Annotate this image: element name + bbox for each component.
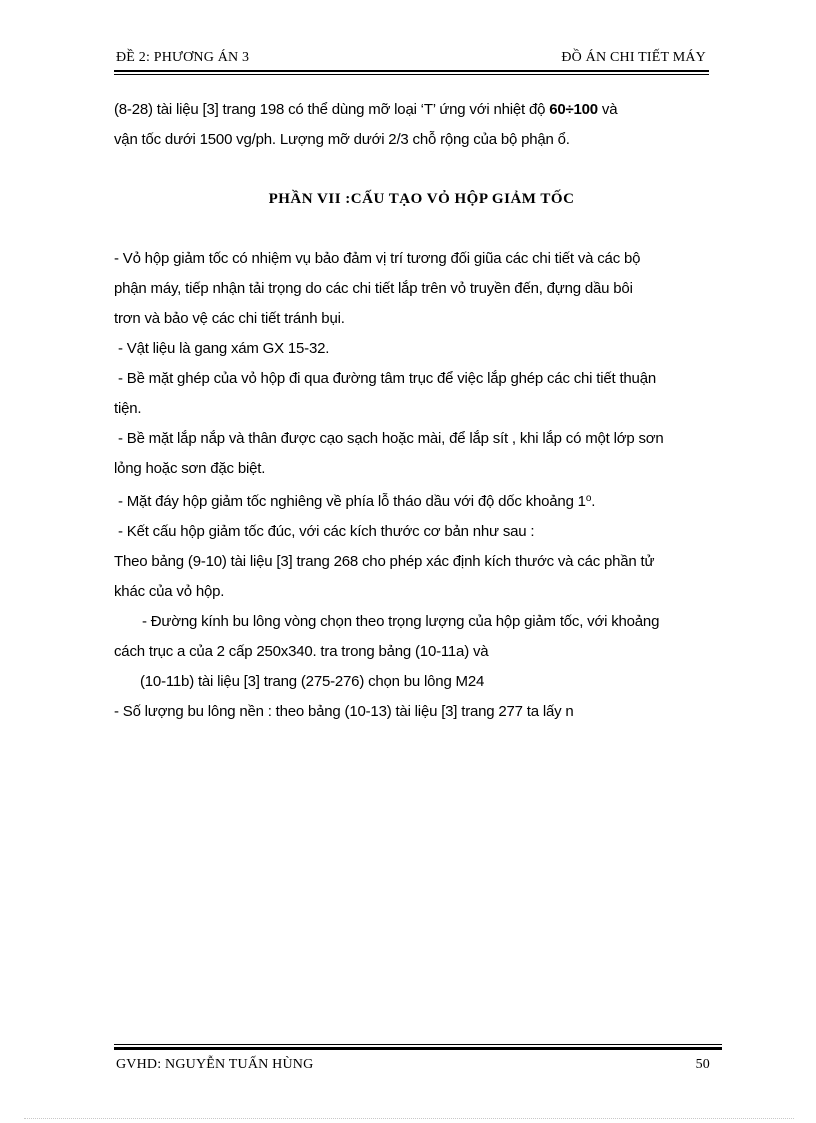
paragraph-4-line-1: - Bề mặt lắp nắp và thân được cạo sạch hoặc mài, để lắp sít , khi lắp có một lớp sơn xyxy=(118,430,664,447)
paragraph-4-line-2: lỏng hoặc sơn đặc biệt. xyxy=(114,460,266,477)
paragraph-8-line-2: cách trục a của 2 cấp 250x340. tra trong bảng (10-11a) và xyxy=(114,643,489,660)
temperature-range: 60÷100 xyxy=(549,101,598,118)
page-header xyxy=(114,50,708,70)
header-rule-thick xyxy=(114,70,709,72)
paragraph-7-line-1: Theo bảng (9-10) tài liệu [3] trang 268 cho phép xác định kích thước và các phần tử xyxy=(114,553,655,570)
paragraph-1-line-3: trơn và bảo vệ các chi tiết tránh bụi. xyxy=(114,310,345,327)
footer-rule-thin xyxy=(114,1044,722,1045)
section-title: PHẦN VII :CẤU TẠO VỎ HỘP GIẢM TỐC xyxy=(268,191,575,207)
footer-rule-thick xyxy=(114,1047,722,1050)
header-chapter-title: ĐỀ 2: PHƯƠNG ÁN 3 xyxy=(116,50,250,65)
page-content xyxy=(114,95,719,727)
header-rule-thin xyxy=(114,74,709,75)
paragraph-8-line-3: (10-11b) tài liệu [3] trang (275-276) chọn bu lông M24 xyxy=(140,673,485,690)
degree-superscript: o xyxy=(585,493,592,504)
paragraph-5 xyxy=(114,484,719,517)
footer-supervisor: GVHD: NGUYỄN TUẤN HÙNG xyxy=(116,1057,314,1072)
paragraph-6: - Kết cấu hộp giảm tốc đúc, với các kích thước cơ bản như sau : xyxy=(118,523,535,540)
paragraph-3-line-2: tiện. xyxy=(114,400,142,417)
intro-line-1-end: và xyxy=(597,101,618,118)
page-boundary xyxy=(24,1118,794,1119)
intro-line-1 xyxy=(114,95,719,125)
paragraph-1-line-1: - Vỏ hộp giảm tốc có nhiệm vụ bảo đảm vị trí tương đối giũa các chi tiết và các bộ xyxy=(114,250,641,267)
paragraph-5-text: - Mặt đáy hộp giảm tốc nghiêng về phía lỗ tháo dầu với độ dốc khoảng 1 xyxy=(118,493,586,510)
paragraph-7-line-2: khác của vỏ hộp. xyxy=(114,583,225,600)
page-number: 50 xyxy=(695,1057,710,1072)
paragraph-5-end: . xyxy=(591,493,596,510)
intro-line-1-text: (8-28) tài liệu [3] trang 198 có thể dùng mỡ loại ‘T’ ứng với nhiệt độ xyxy=(114,101,550,118)
paragraph-8-line-1: - Đường kính bu lông vòng chọn theo trọng lượng của hộp giảm tốc, với khoảng xyxy=(142,613,660,630)
intro-line-2: vận tốc dưới 1500 vg/ph. Lượng mỡ dưới 2/3 chỗ rộng của bộ phận ổ. xyxy=(114,131,570,148)
paragraph-3-line-1: - Bề mặt ghép của vỏ hộp đi qua đường tâm trục để việc lắp ghép các chi tiết thuận xyxy=(118,370,656,387)
header-document-title: ĐỒ ÁN CHI TIẾT MÁY xyxy=(561,50,706,65)
paragraph-9: - Số lượng bu lông nền : theo bảng (10-13) tài liệu [3] trang 277 ta lấy n xyxy=(114,703,574,720)
paragraph-2: - Vật liệu là gang xám GX 15-32. xyxy=(118,340,330,357)
paragraph-1-line-2: phận máy, tiếp nhận tải trọng do các chi tiết lắp trên vỏ truyền đến, đựng dầu bôi xyxy=(114,280,633,297)
